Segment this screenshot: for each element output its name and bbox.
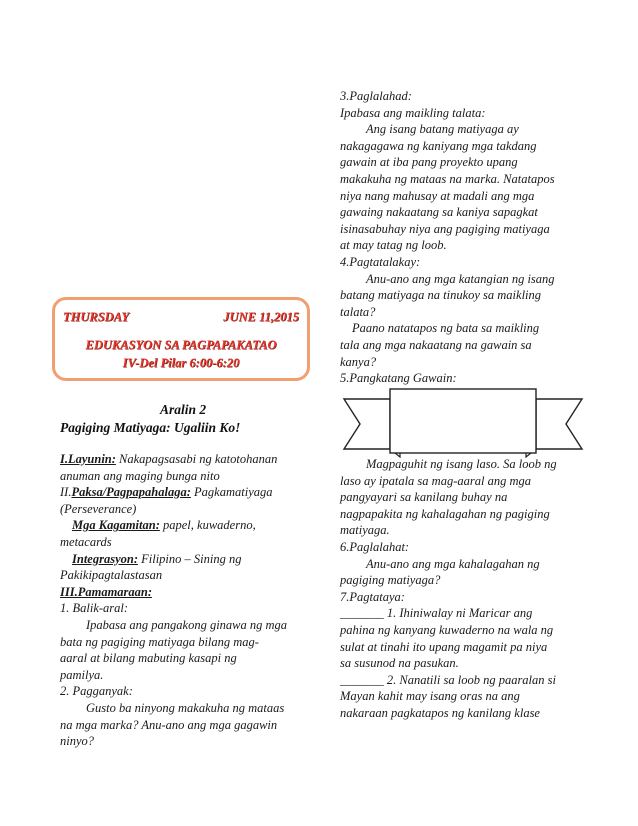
paragraph-line: gawaing nakaatang sa kaniya sapagkat [340, 205, 538, 220]
pagganyak-heading: 2. Pagganyak: [60, 684, 133, 699]
layunin-line [60, 451, 312, 468]
question-line: pagiging matiyaga? [340, 573, 441, 588]
header-subject: EDUKASYON SA PAGPAPAKATAO [85, 338, 277, 352]
paragraph-line: Ang isang batang matiyaga ay [366, 122, 519, 137]
test-item-line: _______ 2. Nanatili sa loob ng paaralan si [340, 672, 556, 687]
question-line: batang matiyaga na tinukoy sa maikling [340, 288, 542, 303]
pagganyak-line-1: Gusto ba ninyong makakuha ng mataas [86, 700, 285, 715]
header-class-schedule: IV-Del Pilar 6:00-6:20 [122, 356, 240, 370]
test-item-line: Mayan kahit may isang oras na ang [340, 689, 520, 704]
test-item-line: nakaraan pagkatapos ng kanilang klase [340, 705, 540, 720]
integrasyon-line-2: Pakikipagtalastasan [60, 568, 163, 583]
layunin-text: Nakapagsasabi ng katotohanan [115, 452, 278, 466]
kagamitan-line [60, 517, 312, 534]
test-item-line: _______ 1. Ihiniwalay ni Maricar ang [340, 606, 533, 621]
question-line: tala ang mga nakaatang na gawain sa [340, 337, 532, 352]
instruction-line: Magpaguhit ng isang laso. Sa loob ng [366, 457, 557, 471]
test-item-line: sa susunod na pasukan. [340, 656, 459, 671]
pamamaraan-heading: III.Pamamaraan: [60, 584, 153, 599]
balik-aral-line-1: Ipabasa ang pangakong ginawa ng mga [86, 617, 288, 632]
paksa-line-2: (Perseverance) [60, 501, 137, 516]
kagamitan-line-2: metacards [60, 534, 112, 549]
balik-aral-line-2: bata ng pagiging matiyaga bilang mag- [60, 634, 259, 649]
pagganyak-line-3: ninyo? [60, 734, 95, 749]
header-day: THURSDAY [63, 310, 129, 324]
pagtataya-heading: 7.Pagtataya: [340, 589, 405, 604]
paglalahad-heading: 3.Paglalahad: [340, 89, 412, 103]
right-column-top [340, 88, 580, 387]
question-line: Paano natatapos ng bata sa maikling [352, 321, 540, 336]
question-line: Anu-ano ang mga kahalagahan ng [366, 556, 540, 571]
question-line: talata? [340, 304, 376, 319]
header-box [52, 297, 310, 381]
left-column [60, 451, 312, 750]
question-line: kanya? [340, 354, 377, 369]
paksa-text: Pagkamatiyaga [190, 485, 273, 500]
question-line: Anu-ano ang mga katangian ng isang [366, 271, 555, 286]
paglalahat-heading: 6.Paglalahat: [340, 539, 410, 554]
instruction-line: nagpapakita ng kahalagahan ng pagiging [340, 506, 550, 521]
paragraph-line: makakuha ng mataas na marka. Natatapos [340, 171, 555, 186]
integrasyon-line [60, 551, 312, 568]
layunin-label: I.Layunin: [60, 452, 116, 466]
integrasyon-text: Filipino – Sining ng [137, 551, 242, 566]
kagamitan-label: Mga Kagamitan: [72, 518, 160, 533]
paglalahad-instruction: Ipabasa ang maikling talata: [340, 105, 486, 120]
paragraph-line: isinasabuhay niya ang pagiging matiyaga [340, 221, 550, 236]
balik-aral-heading: 1. Balik-aral: [60, 601, 129, 616]
paragraph-line: gawain at iba pang proyekto upang [340, 155, 518, 170]
balik-aral-line-3: aaral at bilang mabuting kasapi ng [60, 651, 237, 666]
layunin-line-2: anuman ang maging bunga nito [60, 468, 220, 483]
paragraph-line: at may tatag ng loob. [340, 238, 447, 253]
pagtatalakay-heading: 4.Pagtatalakay: [340, 254, 421, 269]
pangkatang-gawain-heading: 5.Pangkatang Gawain: [340, 371, 457, 386]
lesson-subtitle: Pagiging Matiyaga: Ugaliin Ko! [60, 420, 241, 435]
ribbon-banner-icon [338, 385, 588, 463]
paksa-label: Paksa/Pagpapahalaga: [71, 485, 191, 500]
integrasyon-label: Integrasyon: [72, 551, 138, 566]
test-item-line: sulat at tinahi ito upang magamit pa niya [340, 639, 548, 654]
instruction-line: matiyaga. [340, 523, 390, 538]
paksa-line [60, 484, 312, 501]
test-item-line: pahina ng kanyang kuwaderno na wala ng [340, 622, 554, 637]
balik-aral-line-4: pamilya. [60, 667, 104, 682]
pagganyak-line-2: na mga marka? Anu-ano ang mga gagawin [60, 717, 278, 732]
lesson-title: Aralin 2 [160, 402, 207, 417]
instruction-line: laso ay ipatala sa mag-aaral ang mga [340, 473, 531, 488]
paragraph-line: nakagagawa ng kaniyang mga takdang [340, 138, 537, 153]
kagamitan-text: papel, kuwaderno, [159, 518, 256, 533]
header-date: JUNE 11,2015 [223, 310, 299, 324]
paksa-prefix: II. [60, 485, 72, 500]
right-column-bottom [340, 456, 585, 722]
instruction-line: pangyayari sa kanilang buhay na [340, 490, 508, 505]
paragraph-line: niya nang mahusay at madali ang mga [340, 188, 535, 203]
